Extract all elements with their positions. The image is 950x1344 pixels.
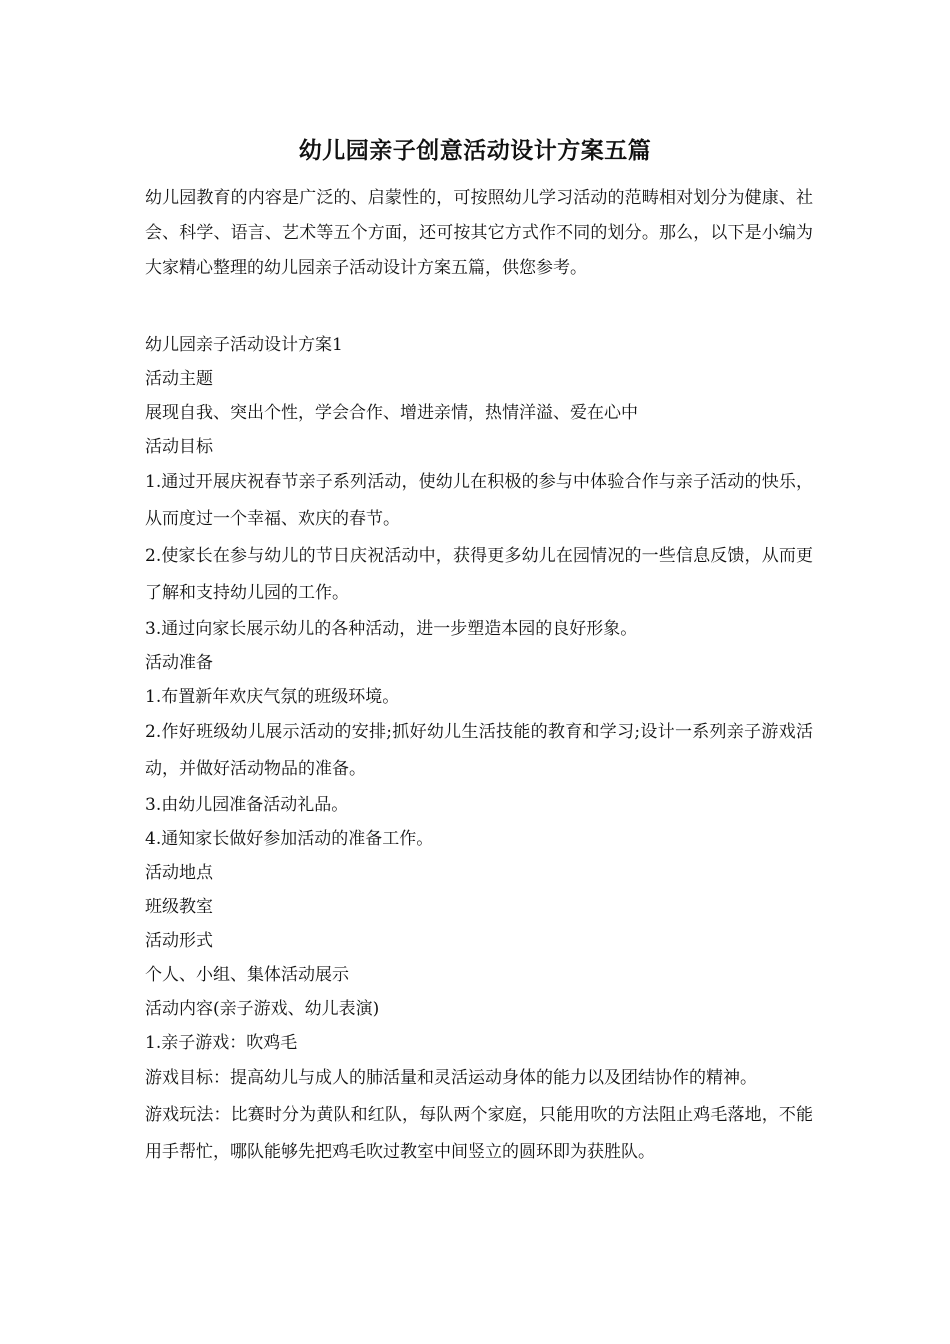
paragraph: 游戏目标：提高幼儿与成人的肺活量和灵活运动身体的能力以及团结协作的精神。	[145, 1068, 757, 1088]
intro-paragraph	[145, 181, 813, 286]
subheading: 活动形式	[145, 931, 213, 951]
document-body	[145, 328, 813, 1171]
list-item: 2.作好班级幼儿展示活动的安排;抓好幼儿生活技能的教育和学习;设计一系列亲子游戏活动，并做好活动物品的准备。	[145, 722, 813, 779]
subheading: 活动内容(亲子游戏、幼儿表演)	[145, 999, 380, 1019]
paragraph: 游戏玩法：比赛时分为黄队和红队，每队两个家庭，只能用吹的方法阻止鸡毛落地，不能用手帮忙，哪队能够先把鸡毛吹过教室中间竖立的圆环即为获胜队。	[145, 1105, 813, 1162]
list-item: 1.亲子游戏：吹鸡毛	[145, 1033, 298, 1053]
subheading: 活动主题	[145, 369, 213, 389]
subheading: 活动地点	[145, 863, 213, 883]
paragraph: 个人、小组、集体活动展示	[145, 965, 349, 985]
list-item: 1.通过开展庆祝春节亲子系列活动，使幼儿在积极的参与中体验合作与亲子活动的快乐，从而度过一个幸福、欢庆的春节。	[145, 472, 813, 529]
paragraph: 班级教室	[145, 897, 213, 917]
subheading: 活动准备	[145, 653, 213, 673]
document-title: 幼儿园亲子创意活动设计方案五篇	[298, 137, 652, 164]
intro-text: 幼儿园教育的内容是广泛的、启蒙性的，可按照幼儿学习活动的范畴相对划分为健康、社会、科学、语言、艺术等五个方面，还可按其它方式作不同的划分。那么，以下是小编为大家精心整理的幼儿园亲子活动设计方案五篇，供您参考。	[145, 188, 813, 278]
paragraph: 展现自我、突出个性，学会合作、增进亲情，热情洋溢、爱在心中	[145, 403, 638, 423]
list-item: 3.由幼儿园准备活动礼品。	[145, 795, 349, 815]
list-item: 1.布置新年欢庆气氛的班级环境。	[145, 687, 400, 707]
list-item: 3.通过向家长展示幼儿的各种活动，进一步塑造本园的良好形象。	[145, 619, 638, 639]
list-item: 2.使家长在参与幼儿的节日庆祝活动中，获得更多幼儿在园情况的一些信息反馈，从而更了解和支持幼儿园的工作。	[145, 546, 813, 603]
section-heading: 幼儿园亲子活动设计方案1	[145, 335, 343, 355]
subheading: 活动目标	[145, 437, 213, 457]
list-item: 4.通知家长做好参加活动的准备工作。	[145, 829, 434, 849]
